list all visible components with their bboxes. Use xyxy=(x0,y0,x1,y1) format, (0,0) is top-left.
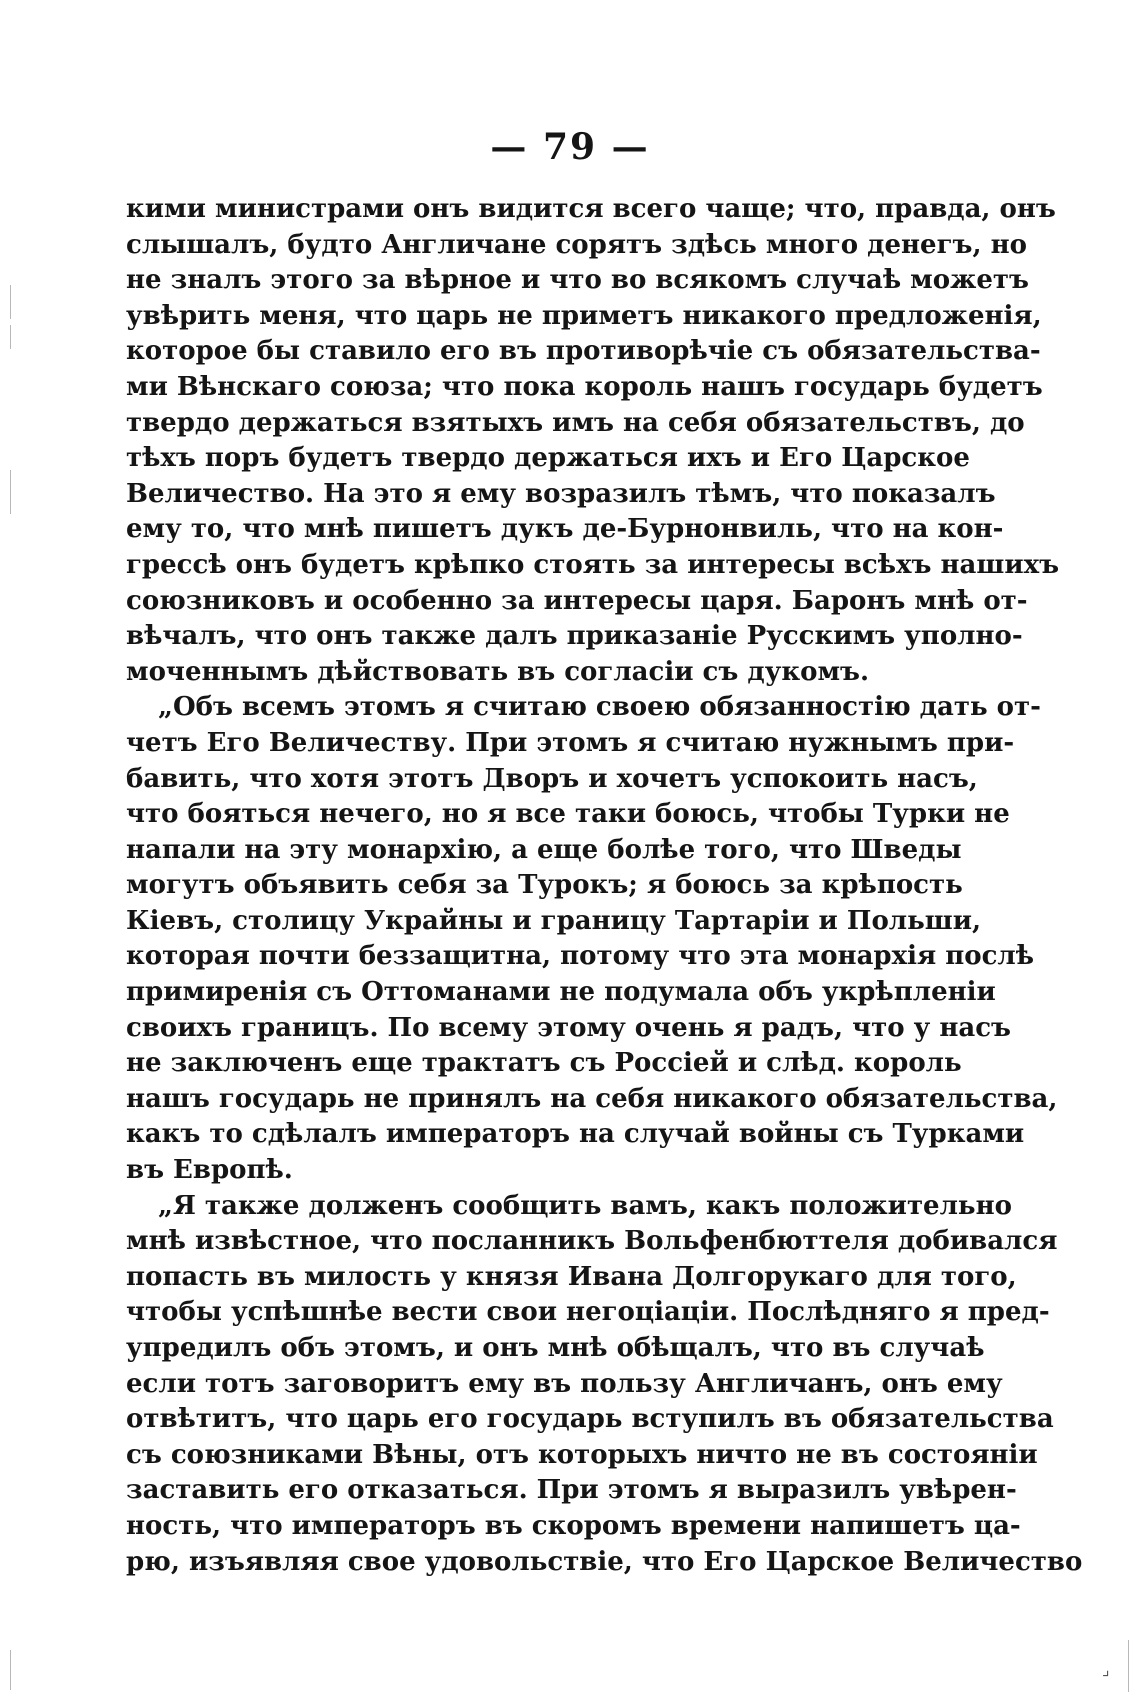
text-line: „Я также долженъ сообщить вамъ, какъ положительно xyxy=(158,1190,1012,1221)
text-line: напали на эту монархію, а еще болѣе того, что Шведы xyxy=(126,834,962,865)
text-line: что бояться нечего, но я все таки боюсь, чтобы Турки не xyxy=(126,799,1010,830)
body-text xyxy=(126,192,1083,1580)
text-line: съ союзниками Вѣны, отъ которыхъ ничто не въ состояніи xyxy=(126,1439,1038,1470)
text-line: въ Европѣ. xyxy=(126,1155,293,1186)
text-line: ность, что императоръ въ скоромъ времени напишетъ ца- xyxy=(126,1510,1021,1541)
text-line: увѣрить меня, что царь не приметъ никакого предложенія, xyxy=(126,300,1042,331)
right-margin-mark xyxy=(1128,1640,1129,1692)
left-margin-mark-3 xyxy=(10,470,11,514)
text-line: не зналъ этого за вѣрное и что во всякомъ случаѣ можетъ xyxy=(126,265,1029,296)
left-margin-mark-4 xyxy=(10,1650,11,1690)
text-line: союзниковъ и особенно за интересы царя. Баронъ мнѣ от- xyxy=(126,585,1028,616)
text-line: нашъ государь не принялъ на себя никакого обязательства, xyxy=(126,1083,1058,1114)
paragraph-3 xyxy=(126,1189,1083,1581)
text-line: мнѣ извѣстное, что посланникъ Вольфенбюттеля добивался xyxy=(126,1226,1058,1257)
text-line: упредилъ объ этомъ, и онъ мнѣ обѣщалъ, что въ случаѣ xyxy=(126,1333,985,1363)
text-line: которая почти беззащитна, потому что эта монархія послѣ xyxy=(126,941,1035,972)
paragraph-1 xyxy=(126,192,1060,690)
text-line: могутъ объявить себя за Турокъ; я боюсь за крѣпость xyxy=(126,870,963,901)
page-number: — 79 — xyxy=(490,126,650,168)
text-line: кими министрами онъ видится всего чаще; что, правда, онъ xyxy=(126,194,1056,224)
text-line: примиренія съ Оттоманами не подумала объ укрѣпленіи xyxy=(126,977,996,1008)
text-line: если тотъ заговоритъ ему въ пользу Англичанъ, онъ ему xyxy=(126,1368,1003,1399)
text-line: тѣхъ поръ будетъ твердо держаться ихъ и Его Царское xyxy=(126,443,970,474)
text-line: которое бы ставило его въ противорѣчіе съ обязательства- xyxy=(126,336,1041,367)
text-line: твердо держаться взятыхъ имъ на себя обязательствъ, до xyxy=(126,407,1025,438)
text-line: бавить, что хотя этотъ Дворъ и хочетъ успокоить насъ, xyxy=(126,763,978,794)
text-line: слышалъ, будто Англичане сорятъ здѣсь много денегъ, но xyxy=(126,229,1027,260)
text-line: какъ то сдѣлалъ императоръ на случай войны съ Турками xyxy=(126,1119,1025,1150)
text-line: Величество. На это я ему возразилъ тѣмъ, что показалъ xyxy=(126,478,996,509)
text-line: ему то, что мнѣ пишетъ дукъ де-Бурнонвиль, что на кон- xyxy=(126,514,1004,545)
text-line: „Объ всемъ этомъ я считаю своею обязанностію дать от- xyxy=(158,692,1041,723)
text-line: отвѣтитъ, что царь его государь вступилъ въ обязательства xyxy=(126,1404,1054,1435)
text-line: своихъ границъ. По всему этому очень я радъ, что у насъ xyxy=(126,1012,1011,1043)
text-line: не заключенъ еще трактатъ съ Россіей и слѣд. король xyxy=(126,1048,962,1079)
text-line: попасть въ милость у князя Ивана Долгорукаго для того, xyxy=(126,1261,1017,1292)
text-line: Кіевъ, столицу Украйны и границу Тартаріи и Польши, xyxy=(126,905,982,936)
text-line: моченнымъ дѣйствовать въ согласіи съ дукомъ. xyxy=(126,656,870,687)
text-line: рю, изъявляя свое удовольствіе, что Его Царское Величество xyxy=(126,1546,1083,1577)
text-line: грессѣ онъ будетъ крѣпко стоять за интересы всѣхъ нашихъ xyxy=(126,549,1060,580)
text-line: заставить его отказаться. При этомъ я выразилъ увѣрен- xyxy=(126,1475,1017,1506)
text-line: вѣчалъ, что онъ также далъ приказаніе Русскимъ уполно- xyxy=(126,621,1023,652)
text-line: ми Вѣнскаго союза; что пока король нашъ государь будетъ xyxy=(126,371,1043,402)
left-margin-mark-1 xyxy=(10,285,11,319)
paragraph-2 xyxy=(126,690,1058,1188)
text-line: четъ Его Величеству. При этомъ я считаю нужнымъ при- xyxy=(126,727,1015,758)
corner-mark: ⌟ xyxy=(1102,1660,1110,1679)
text-line: чтобы успѣшнѣе вести свои негоціаціи. Послѣдняго я пред- xyxy=(126,1297,1050,1328)
left-margin-mark-2 xyxy=(10,325,11,349)
